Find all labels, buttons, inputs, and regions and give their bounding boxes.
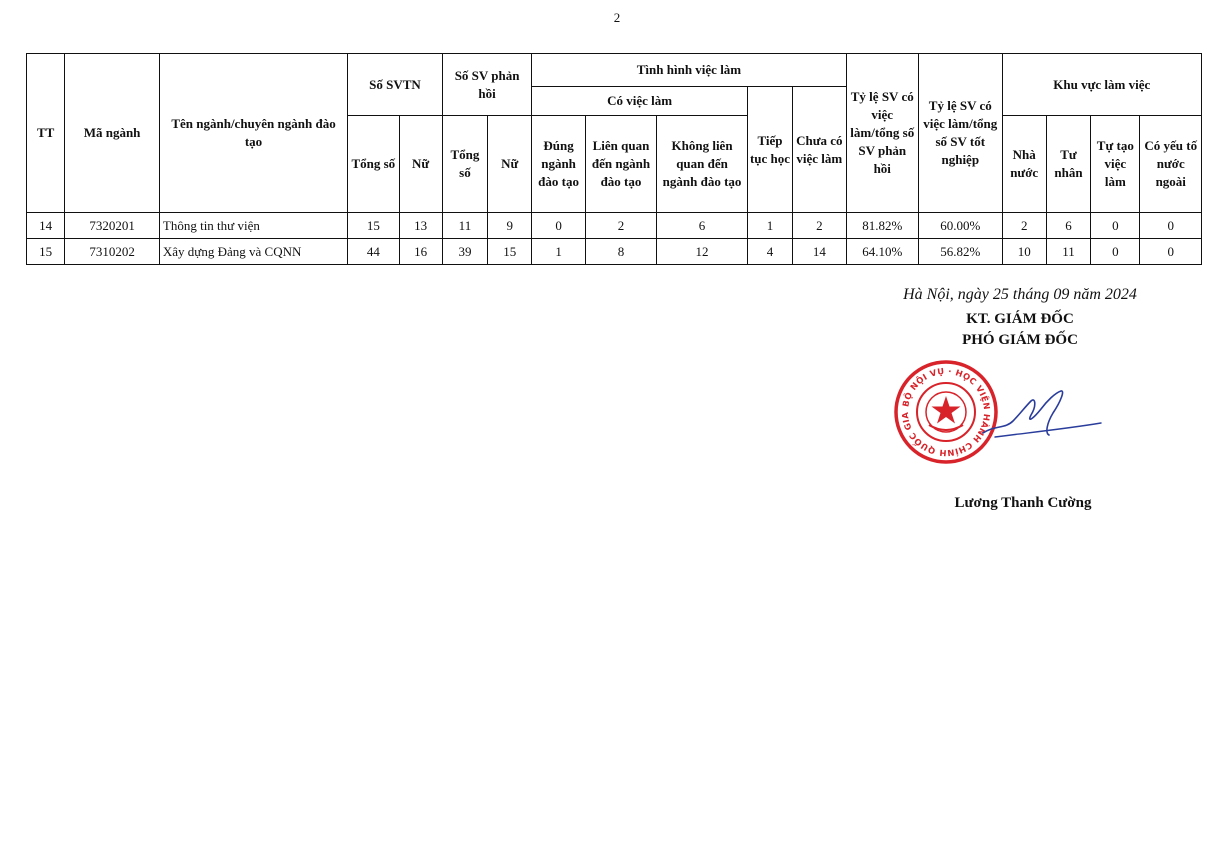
header-ten-nganh: Tên ngành/chuyên ngành đào tạo (159, 54, 347, 213)
cell-dung-nganh: 0 (532, 213, 585, 239)
header-ph-tong-so: Tổng số (442, 116, 487, 213)
cell-nha-nuoc: 10 (1002, 239, 1046, 265)
place-date: Hà Nội, ngày 25 tháng 09 năm 2024 (903, 286, 1137, 303)
page-number: 2 (613, 10, 621, 25)
cell-svtn-tong: 44 (348, 239, 399, 265)
cell-dung-nganh: 1 (532, 239, 585, 265)
cell-nuoc-ngoai: 0 (1140, 213, 1202, 239)
header-dung-nganh: Đúng ngành đào tạo (532, 116, 585, 213)
cell-tu-nhan: 11 (1046, 239, 1090, 265)
header-tinh-hinh-viec-lam: Tình hình việc làm (532, 54, 846, 87)
header-nuoc-ngoai: Có yếu tố nước ngoài (1140, 116, 1202, 213)
signer-name: Lương Thanh Cường (954, 495, 1092, 511)
header-so-svtn: Số SVTN (348, 54, 443, 116)
header-ty-le-phan-hoi: Tỷ lệ SV có việc làm/tổng số SV phản hồi (846, 54, 918, 213)
cell-khong-lien-quan: 12 (657, 239, 748, 265)
cell-chua-co-viec: 2 (793, 213, 846, 239)
cell-ma-nganh: 7310202 (65, 239, 160, 265)
header-khong-lien-quan: Không liên quan đến ngành đào tạo (657, 116, 748, 213)
cell-ty-le-tot-nghiep: 56.82% (919, 239, 1003, 265)
header-tt: TT (27, 54, 65, 213)
header-so-sv-phan-hoi: Số SV phản hồi (442, 54, 532, 116)
header-svtn-tong-so: Tổng số (348, 116, 399, 213)
cell-nha-nuoc: 2 (1002, 213, 1046, 239)
cell-ty-le-tot-nghiep: 60.00% (919, 213, 1003, 239)
cell-ph-tong: 39 (442, 239, 487, 265)
cell-svtn-nu: 13 (399, 213, 442, 239)
cell-tu-tao: 0 (1091, 213, 1140, 239)
cell-tu-nhan: 6 (1046, 213, 1090, 239)
header-khu-vuc: Khu vực làm việc (1002, 54, 1201, 116)
table-row (27, 213, 1202, 239)
header-ma-nganh: Mã ngành (65, 54, 160, 213)
table-row (27, 239, 1202, 265)
cell-ty-le-phan-hoi: 81.82% (846, 213, 918, 239)
header-svtn-nu: Nữ (399, 116, 442, 213)
cell-nuoc-ngoai: 0 (1140, 239, 1202, 265)
header-ty-le-tot-nghiep: Tỷ lệ SV có việc làm/tổng số SV tốt nghiệp (919, 54, 1003, 213)
cell-ma-nganh: 7320201 (65, 213, 160, 239)
cell-tiep-tuc-hoc: 4 (747, 239, 792, 265)
cell-lien-quan: 2 (585, 213, 656, 239)
header-tu-nhan: Tư nhân (1046, 116, 1090, 213)
employment-table (26, 53, 1202, 265)
cell-ph-tong: 11 (442, 213, 487, 239)
cell-ty-le-phan-hoi: 64.10% (846, 239, 918, 265)
svg-text:BỘ NỘI VỤ · HỌC VIỆN HÀNH CHÍN: BỘ NỘI VỤ · HỌC VIỆN HÀNH CHÍNH QUỐC GIA (899, 365, 993, 459)
cell-tiep-tuc-hoc: 1 (747, 213, 792, 239)
cell-ten-nganh: Xây dựng Đảng và CQNN (159, 239, 347, 265)
cell-tu-tao: 0 (1091, 239, 1140, 265)
header-tiep-tuc-hoc: Tiếp tục học (747, 87, 792, 213)
header-co-viec-lam: Có việc làm (532, 87, 747, 116)
header-tu-tao: Tự tạo việc làm (1091, 116, 1140, 213)
cell-khong-lien-quan: 6 (657, 213, 748, 239)
header-chua-co-viec: Chưa có việc làm (793, 87, 846, 213)
cell-lien-quan: 8 (585, 239, 656, 265)
cell-ten-nganh: Thông tin thư viện (159, 213, 347, 239)
cell-tt: 15 (27, 239, 65, 265)
cell-tt: 14 (27, 213, 65, 239)
cell-svtn-nu: 16 (399, 239, 442, 265)
header-lien-quan: Liên quan đến ngành đào tạo (585, 116, 656, 213)
header-nha-nuoc: Nhà nước (1002, 116, 1046, 213)
handwritten-signature-icon (975, 385, 1105, 455)
header-ph-nu: Nữ (488, 116, 532, 213)
cell-ph-nu: 15 (488, 239, 532, 265)
cell-chua-co-viec: 14 (793, 239, 846, 265)
cell-ph-nu: 9 (488, 213, 532, 239)
cell-svtn-tong: 15 (348, 213, 399, 239)
signer-title-line2: PHÓ GIÁM ĐỐC (962, 332, 1078, 348)
signer-title-line1: KT. GIÁM ĐỐC (966, 311, 1074, 327)
